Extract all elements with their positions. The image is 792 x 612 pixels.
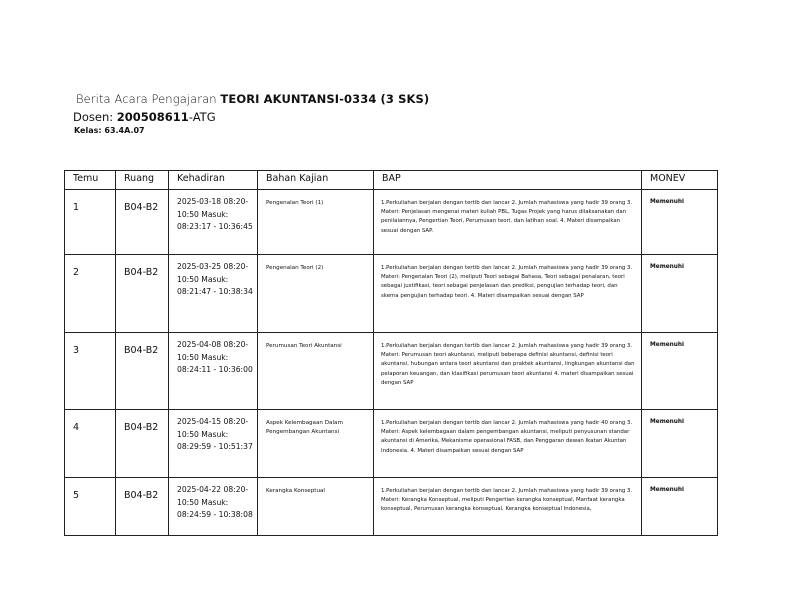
table-row bbox=[65, 333, 718, 410]
header-bap: BAP bbox=[374, 171, 642, 190]
cell-kehadiran: 2025-04-15 08:20-10:50 Masuk: 08:29:59 - 10:51:37 bbox=[169, 410, 258, 478]
cell-temu: 3 bbox=[65, 333, 116, 410]
header-bahan-kajian: Bahan Kajian bbox=[258, 171, 374, 190]
table-row bbox=[65, 410, 718, 478]
dosen-label: Dosen: bbox=[73, 110, 114, 124]
cell-monev: Memenuhi bbox=[642, 255, 718, 333]
cell-bahan-kajian: Kerangka Konseptual bbox=[258, 478, 374, 536]
cell-kehadiran: 2025-03-25 08:20-10:50 Masuk: 08:21:47 - 10:38:34 bbox=[169, 255, 258, 333]
table-row bbox=[65, 478, 718, 536]
cell-ruang: B04-B2 bbox=[116, 255, 169, 333]
cell-temu: 2 bbox=[65, 255, 116, 333]
cell-bap: 1.Perkuliahan berjalan dengan tertib dan lancar 2. Jumlah mahasiswa yang hadir 39 orang 3. Materi: Pengenalan Teori (2), meliputi Teori sebagai Bahasa, Teori sebagai penalaran, teori sebagai justifikasi, teori sebagai penjelasan dan prediksi, pengujian terhadap teori, dan skema pengujian terhadap teori. 4. Materi disampaikan sesuai dengan SAP bbox=[374, 255, 642, 333]
cell-ruang: B04-B2 bbox=[116, 478, 169, 536]
table-row bbox=[65, 190, 718, 255]
cell-kehadiran: 2025-03-18 08:20-10:50 Masuk: 08:23:17 - 10:36:45 bbox=[169, 190, 258, 255]
header-temu: Temu bbox=[65, 171, 116, 190]
header-monev: MONEV bbox=[642, 171, 718, 190]
class-label: Kelas: 63.4A.07 bbox=[74, 126, 145, 135]
cell-bahan-kajian: Pengenalan Teori (2) bbox=[258, 255, 374, 333]
course-name: TEORI AKUNTANSI-0334 (3 SKS) bbox=[220, 92, 430, 106]
dosen-id: 200508611 bbox=[116, 110, 189, 124]
cell-bahan-kajian: Pengenalan Teori (1) bbox=[258, 190, 374, 255]
table-header-row bbox=[65, 171, 718, 190]
cell-monev: Memenuhi bbox=[642, 333, 718, 410]
dosen-suffix: -ATG bbox=[188, 110, 216, 124]
cell-temu: 1 bbox=[65, 190, 116, 255]
page-title bbox=[76, 92, 429, 106]
cell-ruang: B04-B2 bbox=[116, 410, 169, 478]
table-row bbox=[65, 255, 718, 333]
cell-bap: 1.Perkuliahan berjalan dengan tertib dan lancar 2. Jumlah mahasiswa yang hadir 40 orang 3. Materi: Aspek kelembagaan dalam pengembangan akuntansi, meliputi penyusunan standar akuntansi di Amerika, Mekanisme operasional FASB, dan Penggaran dewan Ikatan Akuntan Indonesia. 4. Materi disampaikan sesuai dengan SAP bbox=[374, 410, 642, 478]
cell-bap: 1.Perkuliahan berjalan dengan tertib dan lancar 2. Jumlah mahasiswa yang hadir 39 orang 3. Materi: Penjelasan mengenai materi kuliah PBL, Tugas Projek yang harus dilaksanakan dan penilaiannya, Pengertian Teori, Perumusan teori, dan latihan soal. 4. Materi disampaikan sesuai dengan SAP. bbox=[374, 190, 642, 255]
cell-bap: 1.Perkuliahan berjalan dengan tertib dan lancar 2. Jumlah mahasiswa yang hadir 39 orang 3. Materi: Perumusan teori akuntansi, meliputi beberapa definisi akuntansi, definisi teori akuntansi, hubungan antara teori akuntansi dan praktek akuntansi, lingkungan akuntansi dan pelaporan keuangan, dan klasifikasi perumusan teori akuntansi 4. materi disampaikan sesuai dengan SAP bbox=[374, 333, 642, 410]
title-prefix: Berita Acara Pengajaran bbox=[76, 92, 217, 106]
cell-monev: Memenuhi bbox=[642, 410, 718, 478]
cell-ruang: B04-B2 bbox=[116, 190, 169, 255]
cell-kehadiran: 2025-04-08 08:20-10:50 Masuk: 08:24:11 - 10:36:00 bbox=[169, 333, 258, 410]
cell-bahan-kajian: Aspek Kelembagaan Dalam Pengembangan Akuntansi bbox=[258, 410, 374, 478]
cell-monev: Memenuhi bbox=[642, 478, 718, 536]
cell-temu: 4 bbox=[65, 410, 116, 478]
header-kehadiran: Kehadiran bbox=[169, 171, 258, 190]
cell-temu: 5 bbox=[65, 478, 116, 536]
cell-ruang: B04-B2 bbox=[116, 333, 169, 410]
cell-kehadiran: 2025-04-22 08:20-10:50 Masuk: 08:24:59 - 10:38:08 bbox=[169, 478, 258, 536]
cell-bap: 1.Perkuliahan berjalan dengan tertib dan lancar 2. Jumlah mahasiswa yang hadir 39 orang 3. Materi: Kerangka Konseptual, meliputi Pengertian kerangka konseptual, Manfaat kerangka konseptual, Perumusan kerangka konseptual, Kerangka konseptual Indonesia, bbox=[374, 478, 642, 536]
cell-monev: Memenuhi bbox=[642, 190, 718, 255]
lecturer-line bbox=[73, 110, 216, 124]
teaching-report-table bbox=[64, 170, 718, 536]
header-ruang: Ruang bbox=[116, 171, 169, 190]
cell-bahan-kajian: Perumusan Teori Akuntansi bbox=[258, 333, 374, 410]
